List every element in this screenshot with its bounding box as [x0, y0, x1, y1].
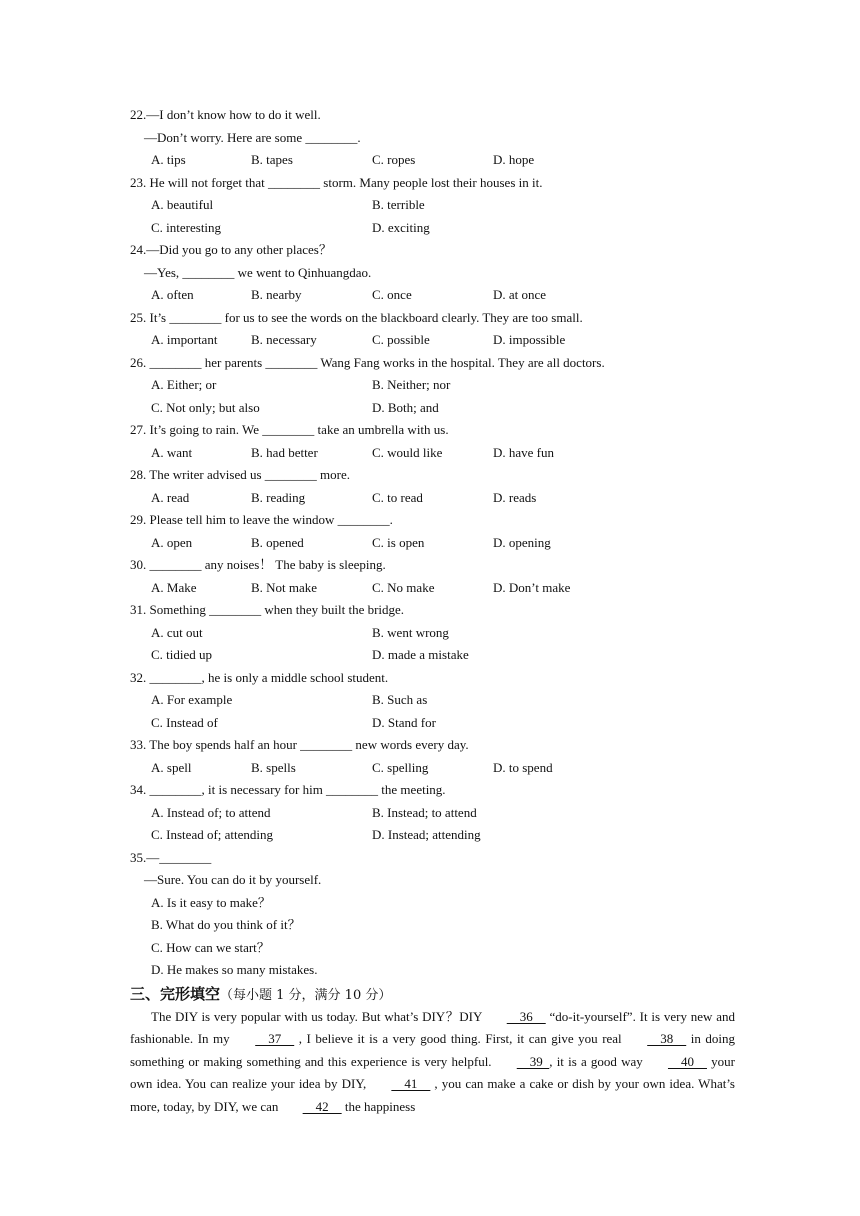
answer-option: B. Instead; to attend: [372, 804, 477, 820]
answer-option: D. have fun: [493, 444, 555, 460]
cloze-blank: 42: [302, 1098, 342, 1114]
passage-text: “do-it-yourself”. It is very new and fashionable. In my: [130, 1008, 735, 1046]
option-row: [130, 802, 735, 825]
question-stem: 33. The boy spends half an hour ________ new words every day.: [130, 737, 469, 752]
question-stem: 22.—I don’t know how to do it well.: [130, 107, 321, 122]
answer-option: C. No make: [372, 579, 435, 595]
cloze-blank: 40: [667, 1053, 707, 1069]
answer-option: A. Either; or: [151, 377, 217, 392]
answer-option: A. important: [151, 332, 218, 347]
answer-option: D. Stand for: [372, 714, 436, 730]
answer-option: B. terrible: [372, 197, 425, 212]
answer-option: D. reads: [493, 489, 537, 505]
question-stem: 32. ________, he is only a middle school student.: [130, 669, 389, 685]
option-row: [130, 577, 735, 600]
answer-option: D. to spend: [493, 759, 553, 775]
option-row: [130, 712, 735, 735]
answer-option: B. opened: [251, 534, 304, 550]
answer-option: A. cut out: [151, 624, 203, 640]
answer-option: D. exciting: [372, 219, 430, 235]
answer-option: A. open: [151, 534, 193, 550]
answer-option: B. Neither; nor: [372, 377, 451, 392]
answer-option: C. spelling: [372, 759, 429, 775]
answer-option: D. hope: [493, 152, 535, 167]
question-reply: —Sure. You can do it by yourself.: [144, 872, 322, 887]
question-stem: 27. It’s going to rain. We ________ take an umbrella with us.: [130, 422, 449, 437]
passage-text: , you can make a cake or dish by your own idea. What’s more, today, by DIY, we can: [130, 1076, 735, 1114]
answer-option: A. tips: [151, 152, 186, 167]
answer-option: C. would like: [372, 444, 443, 460]
option-row: [130, 284, 735, 307]
answer-option: B. Such as: [372, 692, 428, 707]
answer-option: A. beautiful: [151, 197, 214, 212]
answer-option: B. spells: [251, 759, 296, 775]
answer-option: B. went wrong: [372, 624, 449, 640]
cloze-blank: 36: [506, 1008, 546, 1024]
answer-option: D. made a mistake: [372, 647, 469, 662]
question-stem: 23. He will not forget that ________ storm. Many people lost their houses in it.: [130, 174, 543, 190]
passage-text: in doing something or making something and this experience is very helpful.: [130, 1031, 735, 1069]
cloze-passage: [130, 1006, 735, 1119]
answer-option: B. Not make: [251, 579, 318, 595]
answer-option: C. possible: [372, 332, 430, 347]
option-row: [130, 374, 735, 397]
question-stem: 35.—________: [130, 849, 212, 865]
answer-option: D. He makes so many mistakes.: [151, 962, 318, 977]
answer-option: A. want: [151, 444, 193, 460]
answer-option: D. Both; and: [372, 399, 439, 415]
question-stem: 24.—Did you go to any other places？: [130, 242, 332, 257]
option-row: [130, 487, 735, 510]
question-stem: 30. ________ any noises！ The baby is sleeping.: [130, 557, 386, 572]
answer-option: A. spell: [151, 759, 192, 775]
cloze-blank: 37: [255, 1031, 295, 1046]
answer-option: D. Instead; attending: [372, 827, 481, 842]
answer-option: B. necessary: [251, 332, 317, 347]
answer-option: A. Is it easy to make？: [151, 894, 271, 910]
passage-text: the happiness: [341, 1098, 416, 1114]
answer-option: A. Instead of; to attend: [151, 804, 271, 820]
section-heading: [130, 982, 735, 1006]
answer-option: C. once: [372, 287, 412, 302]
question-reply: —Yes, ________ we went to Qinhuangdao.: [144, 264, 372, 280]
answer-option: C. How can we start？: [151, 939, 270, 955]
passage-text: The DIY is very popular with us today. But what’s DIY？DIY: [151, 1008, 486, 1024]
question-stem: 25. It’s ________ for us to see the words on the blackboard clearly. They are too small.: [130, 309, 583, 325]
answer-option: C. is open: [372, 534, 425, 550]
answer-option: D. at once: [493, 287, 547, 302]
answer-option: C. Instead of: [151, 714, 218, 730]
question-stem: 29. Please tell him to leave the window ________.: [130, 512, 393, 527]
answer-option: B. nearby: [251, 287, 302, 302]
option-row: [130, 824, 735, 847]
question-stem: 28. The writer advised us ________ more.: [130, 467, 350, 482]
answer-option: C. interesting: [151, 219, 222, 235]
passage-text: , it is a good way: [549, 1053, 647, 1069]
answer-option: C. Not only; but also: [151, 399, 260, 415]
answer-option: C. tidied up: [151, 647, 213, 662]
answer-option: D. Don’t make: [493, 579, 571, 595]
answer-option: C. ropes: [372, 152, 416, 167]
section-note: （每小题 1 分，满分 10 分）: [220, 987, 392, 1003]
question-stem: 31. Something ________ when they built the bridge.: [130, 602, 405, 617]
answer-option: A. read: [151, 489, 190, 505]
exam-page: [130, 104, 735, 1118]
answer-option: C. Instead of; attending: [151, 827, 274, 842]
option-row: [130, 329, 735, 352]
option-row: [130, 442, 735, 465]
answer-option: C. to read: [372, 489, 423, 505]
question-stem: 34. ________, it is necessary for him ________ the meeting.: [130, 782, 446, 797]
answer-option: D. opening: [493, 534, 551, 550]
option-row: [130, 194, 735, 217]
passage-text: , I believe it is a very good thing. First, it can give you real: [294, 1031, 627, 1046]
question-reply: —Don’t worry. Here are some ________.: [144, 129, 361, 145]
question-stem: 26. ________ her parents ________ Wang Fang works in the hospital. They are all doctors.: [130, 354, 605, 370]
answer-option: A. Make: [151, 579, 197, 595]
cloze-blank: 41: [391, 1076, 431, 1091]
answer-option: D. impossible: [493, 332, 566, 347]
option-row: [130, 149, 735, 172]
answer-option: A. For example: [151, 692, 233, 707]
answer-option: A. often: [151, 287, 194, 302]
option-row: [130, 397, 735, 420]
option-row: [130, 217, 735, 240]
option-row: [130, 532, 735, 555]
answer-option: B. reading: [251, 489, 306, 505]
question-list: [130, 104, 735, 982]
passage-text: your own idea. You can realize your idea by DIY,: [130, 1053, 735, 1091]
cloze-blank: 39: [516, 1053, 550, 1069]
answer-option: B. What do you think of it？: [151, 917, 301, 932]
option-row: [130, 644, 735, 667]
cloze-blank: 38: [647, 1031, 687, 1046]
answer-option: B. had better: [251, 444, 318, 460]
answer-option: B. tapes: [251, 152, 293, 167]
section-title: 三、完形填空: [130, 984, 221, 1003]
option-row: [130, 757, 735, 780]
option-row: [130, 622, 735, 645]
option-row: [130, 689, 735, 712]
